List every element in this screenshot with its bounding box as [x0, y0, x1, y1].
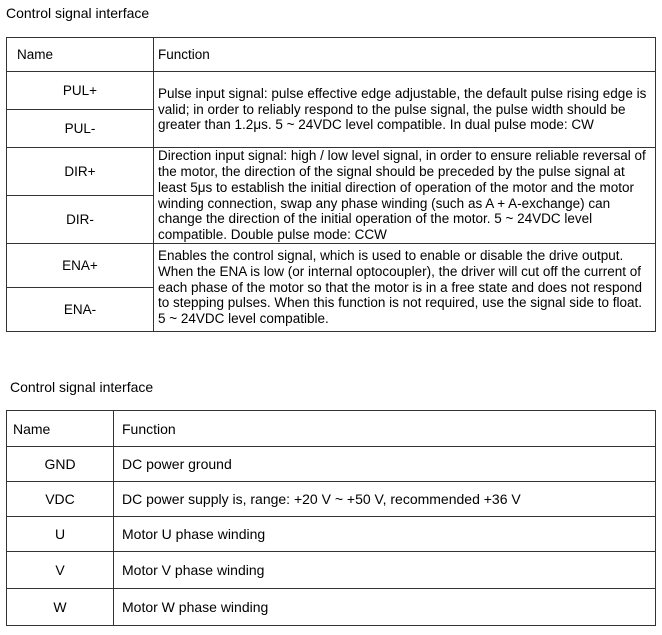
signal-function: Pulse input signal: pulse effective edge adjustable, the default pulse rising edge is valid; in order to reliably respond to the pulse signal, the pulse width should be greater than 1.2μs. 5 ~ 24VDC level compatible. In dual pulse mode: CW — [154, 72, 656, 148]
column-header-name: Name — [7, 411, 114, 447]
section2-heading: Control signal interface — [10, 379, 154, 395]
column-header-function: Function — [114, 411, 656, 447]
table-row — [7, 552, 656, 589]
terminal-function: Motor W phase winding — [114, 589, 656, 626]
power-signal-table — [6, 410, 656, 626]
signal-name: ENA+ — [7, 244, 154, 288]
column-header-function: Function — [154, 38, 656, 72]
terminal-name: V — [7, 552, 114, 589]
terminal-name: VDC — [7, 482, 114, 517]
signal-function: Enables the control signal, which is used to enable or disable the drive output. When the ENA is low (or internal optocoupler), the driver will cut off the current of each phase of the motor so that the motor is in a free state and does not respond to stepping pulses. When this function is not required, use the signal side to float. 5 ~ 24VDC level compatible. — [154, 244, 656, 332]
table-row — [7, 482, 656, 517]
table-row — [7, 72, 656, 110]
table-row — [7, 517, 656, 552]
terminal-function: Motor V phase winding — [114, 552, 656, 589]
control-signal-table — [6, 37, 656, 332]
signal-name: ENA- — [7, 288, 154, 332]
terminal-name: GND — [7, 447, 114, 482]
terminal-function: DC power ground — [114, 447, 656, 482]
signal-function: Direction input signal: high / low level signal, in order to ensure reliable reversal of the motor, the direction of the signal should be preceded by the pulse signal at least 5μs to establish the initial direction of operation of the motor and the motor winding connection, swap any phase winding (such as A + A-exchange) can change the direction of the initial operation of the motor. 5 ~ 24VDC level compatible. Double pulse mode: CCW — [154, 148, 656, 244]
signal-name: PUL+ — [7, 72, 154, 110]
terminal-function: Motor U phase winding — [114, 517, 656, 552]
column-header-name: Name — [7, 38, 154, 72]
table-row — [7, 589, 656, 626]
table-header-row — [7, 411, 656, 447]
signal-name: PUL- — [7, 110, 154, 148]
table-row — [7, 447, 656, 482]
terminal-function: DC power supply is, range: +20 V ~ +50 V, recommended +36 V — [114, 482, 656, 517]
table-header-row — [7, 38, 656, 72]
terminal-name: U — [7, 517, 114, 552]
signal-name: DIR+ — [7, 148, 154, 196]
section1-heading: Control signal interface — [6, 5, 150, 21]
signal-name: DIR- — [7, 196, 154, 244]
terminal-name: W — [7, 589, 114, 626]
table-row — [7, 244, 656, 288]
table-row — [7, 148, 656, 196]
